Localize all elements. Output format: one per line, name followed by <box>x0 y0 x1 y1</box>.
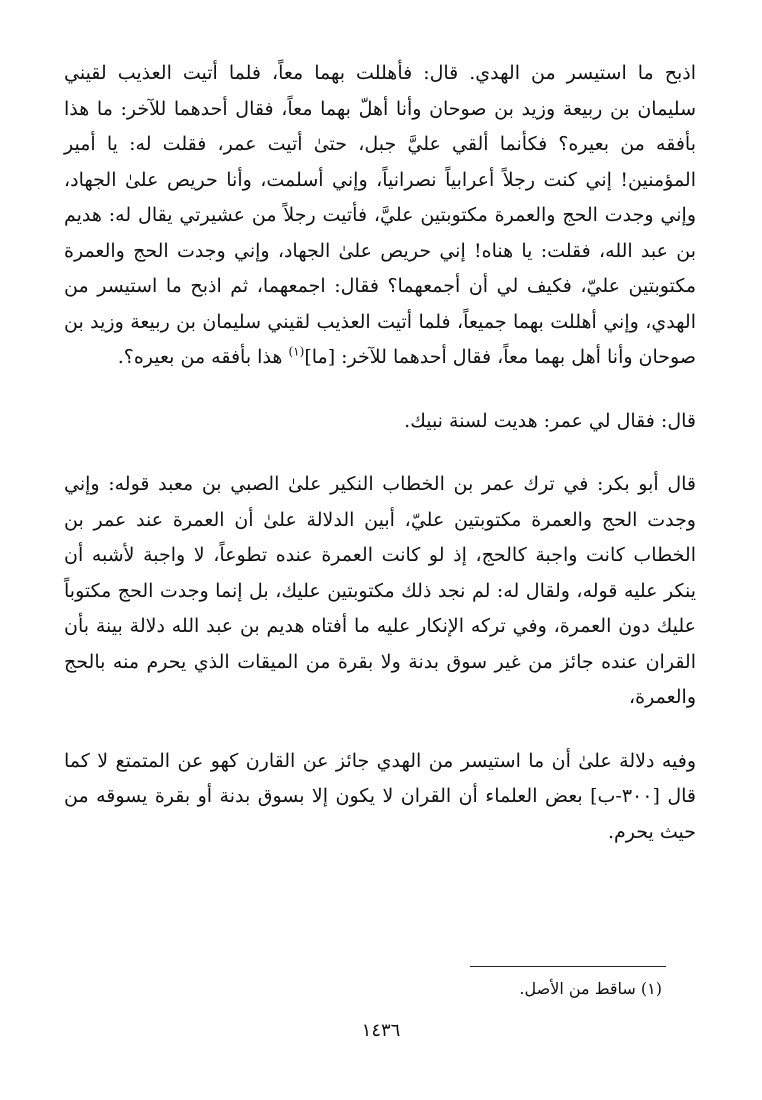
paragraph-4 <box>64 744 696 851</box>
page-body <box>64 56 696 850</box>
footnote-reference[interactable]: (١) <box>288 344 305 359</box>
footnote-divider <box>470 966 666 967</box>
footnote: (١) ساقط من الأصل. <box>519 979 662 998</box>
paragraph-2 <box>64 404 696 440</box>
paragraph-1-text: اذبح ما استيسر من الهدي. قال: فأهللت بهما معاً، فلما أتيت العذيب لقيني سليمان بن ربيعة وزيد بن صوحان وأنا أهلّ بهما معاً، فقال أحدهما للآخر: ما هذا بأفقه من بعيره؟ فكأنما ألقي عليَّ جبل، حتىٰ أتيت عمر، فقلت له: يا أمير المؤمنين! إني كنت رجلاً أعرابياً نصرانياً، وإني أسلمت، وأنا حريص علىٰ الجهاد، وإني وجدت الحج والعمرة مكتوبتين عليَّ، فأتيت رجلاً من عشيرتي يقال له: هديم بن عبد الله، فقلت: يا هناه! إني حريص علىٰ الجهاد، وإني وجدت الحج والعمرة مكتوبتين عليّ، فكيف لي أن أجمعهما؟ فقال: اجمعهما، ثم اذبح ما استيسر من الهدي، وإني أهللت بهما جميعاً، فلما أتيت العذيب لقيني سليمان بن ربيعة وزيد بن صوحان وأنا أهل بهما معاً، فقال أحدهما للآخر: [ما] <box>64 62 696 368</box>
paragraph-1-text-end: هذا بأفقه من بعيره؟. <box>117 346 289 368</box>
paragraph-2-text: قال: فقال لي عمر: هديت لسنة نبيك. <box>404 409 696 432</box>
paragraph-3-text: قال أبو بكر: في ترك عمر بن الخطاب النكير علىٰ الصبي بن معبد قوله: وإني وجدت الحج والعمرة مكتوبتين عليّ، أبين الدلالة علىٰ أن العمرة عند عمر بن الخطاب كانت واجبة كالحج، إذ لو كانت العمرة عنده تطوعاً، لا واجبة لأشبه أن ينكر عليه قوله، ولقال له: لم نجد ذلك مكتوبتين عليك، بل إنما وجدت الحج مكتوباً عليك دون العمرة، وفي تركه الإنكار عليه ما أفتاه هديم بن عبد الله دلالة بينة بأن القران عنده جائز من غير سوق بدنة ولا بقرة من الميقات الذي يحرم منه بالحج والعمرة، <box>64 473 696 708</box>
paragraph-4-text: وفيه دلالة علىٰ أن ما استيسر من الهدي جائز عن القارن كهو عن المتمتع لا كما قال [٣٠٠-ب] بعض العلماء أن القران لا يكون إلا بسوق بدنة أو بقرة يسوقه من حيث يحرم. <box>64 749 696 843</box>
paragraph-1 <box>64 56 696 376</box>
page-number: ١٤٣٦ <box>361 1020 401 1041</box>
paragraph-3 <box>64 467 696 716</box>
